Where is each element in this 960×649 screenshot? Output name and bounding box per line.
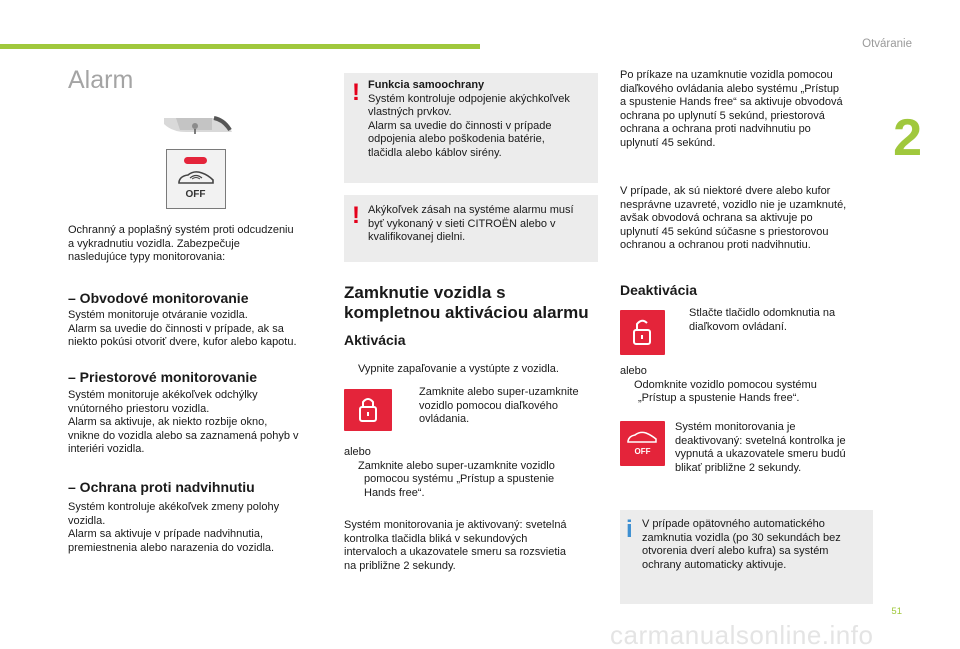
open-padlock-icon — [620, 310, 665, 355]
padlock-icon — [344, 389, 392, 431]
ceiling-console-illustration — [162, 110, 234, 144]
chapter-number: 2 — [893, 109, 922, 167]
info-box-auto-relock: i V prípade opätovného automatického zamknutia vozidla (po 30 sekundách bez otvorenia dverí alebo kufra) sa systém ochrany automaticky aktivuje. — [620, 510, 873, 604]
deactivation-result: Systém monitorovania je deaktivovaný: svetelná kontrolka je vypnutá a ukazovatele smeru budú blikať približne 2 sekundy. — [675, 421, 846, 474]
interior-heading: – Priestorové monitorovanie — [68, 369, 258, 385]
lock-button-tile — [344, 389, 392, 431]
warning-title: Funkcia samoochrany — [368, 79, 485, 91]
activation-step-2: Zamknite alebo super-uzamknite vozidlo pomocou diaľkového ovládania. — [419, 386, 579, 425]
tilt-heading: – Ochrana proti nadvihnutiu — [68, 479, 255, 495]
perimeter-text: Systém monitoruje otváranie vozidla. Alarm sa uvedie do činnosti v prípade, ak sa niekto pokúsi otvoriť dvere, kufor alebo kapotu. — [68, 309, 297, 348]
page-number: 51 — [891, 606, 902, 617]
car-alarm-icon — [626, 431, 658, 445]
warning-box-service: ! Akýkoľvek zásah na systéme alarmu musí byť vykonaný v sieti CITROËN alebo v kvalifikovanej dielni. — [344, 195, 598, 262]
deactivation-step-2: alebo Odomknite vozidlo pomocou systému „Prístup a spustenie Hands free“. — [620, 365, 817, 404]
deactivation-heading: Deaktivácia — [620, 282, 698, 298]
alarm-indicator-led — [184, 157, 207, 164]
ceiling-console-icon — [162, 110, 234, 144]
activation-step-1: Vypnite zapaľovanie a vystúpte z vozidla. — [358, 363, 559, 375]
intro-text: Ochranný a poplašný systém proti odcudzeniu a vykradnutiu vozidla. Zabezpečuje nasledujúce typy monitorovania: — [68, 224, 294, 263]
activation-heading: Aktivácia — [344, 332, 406, 348]
page-title: Alarm — [68, 66, 134, 94]
section-name: Otváranie — [862, 38, 912, 50]
info-icon: i — [626, 516, 633, 543]
lock-section-heading: Zamknutie vozidla s kompletnou aktiváciou alarmu — [344, 283, 589, 322]
unlock-button-tile — [620, 310, 665, 355]
open-door-paragraph: V prípade, ak sú niektoré dvere alebo kufor nesprávne uzavreté, vozidlo nie je uzamknuté, avšak obvodová ochrana sa aktivuje po uplynutí 45 sekúnd súčasne s priestorovou ochranou a ochranou proti nadvihnutiu. — [620, 185, 847, 251]
tilt-text: Systém kontroluje akékoľvek zmeny polohy vozidla. Alarm sa aktivuje v prípade nadvihnutia, premiestnenia alebo narazenia do vozidla. — [68, 501, 280, 554]
warning-box-self-protection: ! Funkcia samoochrany Systém kontroluje odpojenie akýchkoľvek vlastných prvkov. Alarm sa uvedie do činnosti v prípade odpojenia alebo poškodenia batérie, tlačidla alebo káblov sirény. — [344, 73, 598, 183]
deactivation-step-1: Stlačte tlačidlo odomknutia na diaľkovom ovládaní. — [689, 307, 836, 333]
alarm-off-tile — [620, 421, 665, 466]
header-accent-bar — [0, 44, 480, 49]
perimeter-heading: – Obvodové monitorovanie — [68, 290, 249, 306]
warning-icon: ! — [352, 202, 360, 229]
activation-step-3: alebo Zamknite alebo super-uzamknite vozidlo pomocou systému „Prístup a spustenie Hands free“. — [344, 446, 555, 499]
warning-icon: ! — [352, 79, 360, 106]
interior-text: Systém monitoruje akékoľvek odchýlky vnútorného priestoru vozidla. Alarm sa aktivuje, ak niekto rozbije okno, vnikne do vozidla alebo sa zaznamená pohyb v interiéri vozidla. — [68, 389, 299, 455]
delay-paragraph: Po príkaze na uzamknutie vozidla pomocou diaľkového ovládania alebo systému „Prístup a spustenie Hands free“ sa aktivuje obvodová ochrana po uplynutí 5 sekúnd, priestorová ochrana a ochrana proti nadvihnutiu po uplynutí 45 sekúnd. — [620, 69, 843, 149]
activation-result: Systém monitorovania je aktivovaný: svetelná kontrolka tlačidla bliká v sekundových intervaloch a ukazovatele smeru sa rozsvietia na približne 2 sekundy. — [344, 519, 567, 572]
alarm-button-panel — [166, 149, 226, 209]
watermark: carmanualsonline.info — [610, 620, 874, 649]
alarm-button-label: OFF — [185, 189, 206, 200]
alarm-off-label: OFF — [634, 447, 651, 456]
car-alarm-icon — [176, 170, 216, 188]
